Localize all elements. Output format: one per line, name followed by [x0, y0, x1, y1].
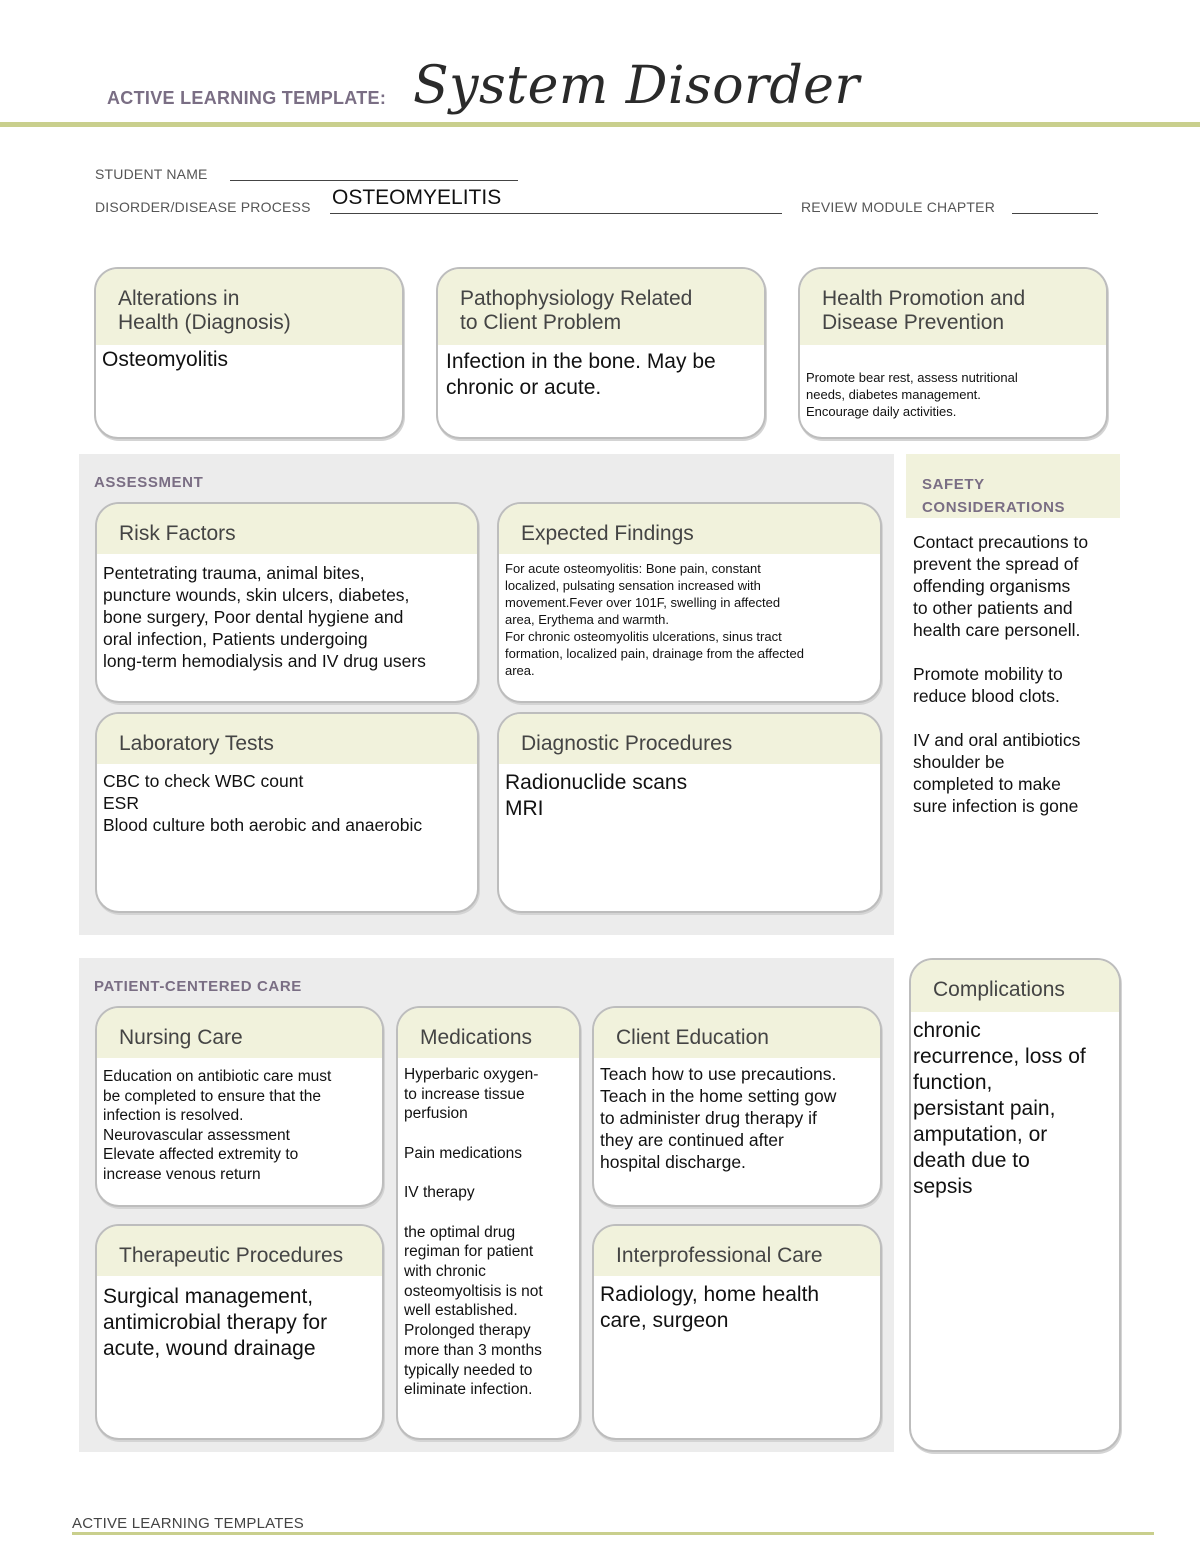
safety-label: SAFETY CONSIDERATIONS	[922, 476, 1066, 516]
risk-factors-title: Risk Factors	[97, 504, 477, 554]
template-label: ACTIVE LEARNING TEMPLATE:	[107, 88, 387, 108]
student-name-label: STUDENT NAME	[95, 166, 208, 182]
medications-title: Medications	[398, 1008, 579, 1058]
nursing-care-title: Nursing Care	[97, 1008, 382, 1058]
footer-divider	[72, 1532, 1154, 1535]
health-promotion-card	[798, 267, 1108, 439]
disorder-label: DISORDER/DISEASE PROCESS	[95, 199, 311, 215]
pathophysiology-title: Pathophysiology Related to Client Problem	[438, 269, 764, 345]
therapeutic-procedures-body[interactable]: Surgical management, antimicrobial therapy for acute, wound drainage	[103, 1285, 328, 1360]
expected-findings-body[interactable]: For acute osteomyolitis: Bone pain, constant localized, pulsating sensation increased with movement.Fever over 101F, swelling in affected area, Erythema and warmth. For chronic osteomyolitis ulcerations, sinus tract formation, localized pain, drainage from the affected area.	[505, 561, 804, 678]
health-promotion-body[interactable]: Promote bear rest, assess nutritional needs, diabetes management. Encourage daily activities.	[806, 370, 1018, 419]
complications-body[interactable]: chronic recurrence, loss of function, persistant pain, amputation, or death due to sepsis	[913, 1019, 1086, 1198]
client-education-card	[592, 1006, 882, 1207]
disorder-value[interactable]: OSTEOMYELITIS	[332, 186, 502, 209]
medications-card	[396, 1006, 581, 1440]
medications-body[interactable]: Hyperbaric oxygen- to increase tissue perfusion Pain medications IV therapy the optimal drug regiman for patient with chronic osteomyoltisis is not well established. Prolonged therapy more than 3 months typically needed to eliminate infection.	[404, 1066, 543, 1399]
page-title: System Disorder	[413, 56, 860, 116]
expected-findings-title: Expected Findings	[499, 504, 880, 554]
laboratory-tests-title: Laboratory Tests	[97, 714, 477, 764]
safety-body[interactable]: Contact precautions to prevent the spread of offending organisms to other patients and health care personell. Promote mobility to reduce blood clots. IV and oral antibiotics shoulder be completed to make sure infection is gone	[913, 532, 1089, 816]
assessment-label: ASSESSMENT	[94, 474, 204, 491]
pathophysiology-card	[436, 267, 766, 439]
interprofessional-care-title: Interprofessional Care	[594, 1226, 880, 1276]
therapeutic-procedures-card	[95, 1224, 384, 1440]
therapeutic-procedures-title: Therapeutic Procedures	[97, 1226, 382, 1276]
diagnostic-procedures-body[interactable]: Radionuclide scans MRI	[505, 771, 688, 820]
patient-centered-care-label: PATIENT-CENTERED CARE	[94, 978, 302, 995]
alterations-body[interactable]: Osteomyolitis	[102, 348, 229, 371]
client-education-body[interactable]: Teach how to use precautions. Teach in the home setting gow to administer drug therapy if they are continued after hospital discharge.	[600, 1064, 837, 1172]
laboratory-tests-card	[95, 712, 479, 913]
disorder-field[interactable]	[330, 213, 782, 214]
complications-card	[909, 958, 1121, 1452]
alterations-card	[94, 267, 404, 439]
risk-factors-card	[95, 502, 479, 703]
client-education-title: Client Education	[594, 1008, 880, 1058]
risk-factors-body[interactable]: Pentetrating trauma, animal bites, puncture wounds, skin ulcers, diabetes, bone surgery, Poor dental hygiene and oral infection, Patients undergoing long-term hemodialysis and IV drug users	[103, 563, 426, 671]
interprofessional-care-body[interactable]: Radiology, home health care, surgeon	[600, 1283, 820, 1332]
interprofessional-care-card	[592, 1224, 882, 1440]
review-module-chapter-label: REVIEW MODULE CHAPTER	[801, 199, 995, 215]
diagnostic-procedures-title: Diagnostic Procedures	[499, 714, 880, 764]
health-promotion-title: Health Promotion and Disease Prevention	[800, 269, 1106, 345]
diagnostic-procedures-card	[497, 712, 882, 913]
nursing-care-body[interactable]: Education on antibiotic care must be completed to ensure that the infection is resolved. Neurovascular assessment Elevate affected extremity to increase venous return	[103, 1068, 332, 1183]
expected-findings-card	[497, 502, 882, 703]
alterations-title: Alterations in Health (Diagnosis)	[96, 269, 402, 345]
nursing-care-card	[95, 1006, 384, 1207]
header-divider	[0, 122, 1200, 127]
footer-text: ACTIVE LEARNING TEMPLATES	[72, 1515, 304, 1532]
complications-title: Complications	[911, 960, 1119, 1012]
laboratory-tests-body[interactable]: CBC to check WBC count ESR Blood culture both aerobic and anaerobic	[103, 771, 423, 835]
review-module-chapter-field[interactable]	[1012, 213, 1098, 214]
pathophysiology-body[interactable]: Infection in the bone. May be chronic or acute.	[446, 350, 716, 399]
student-name-field[interactable]	[230, 180, 518, 181]
